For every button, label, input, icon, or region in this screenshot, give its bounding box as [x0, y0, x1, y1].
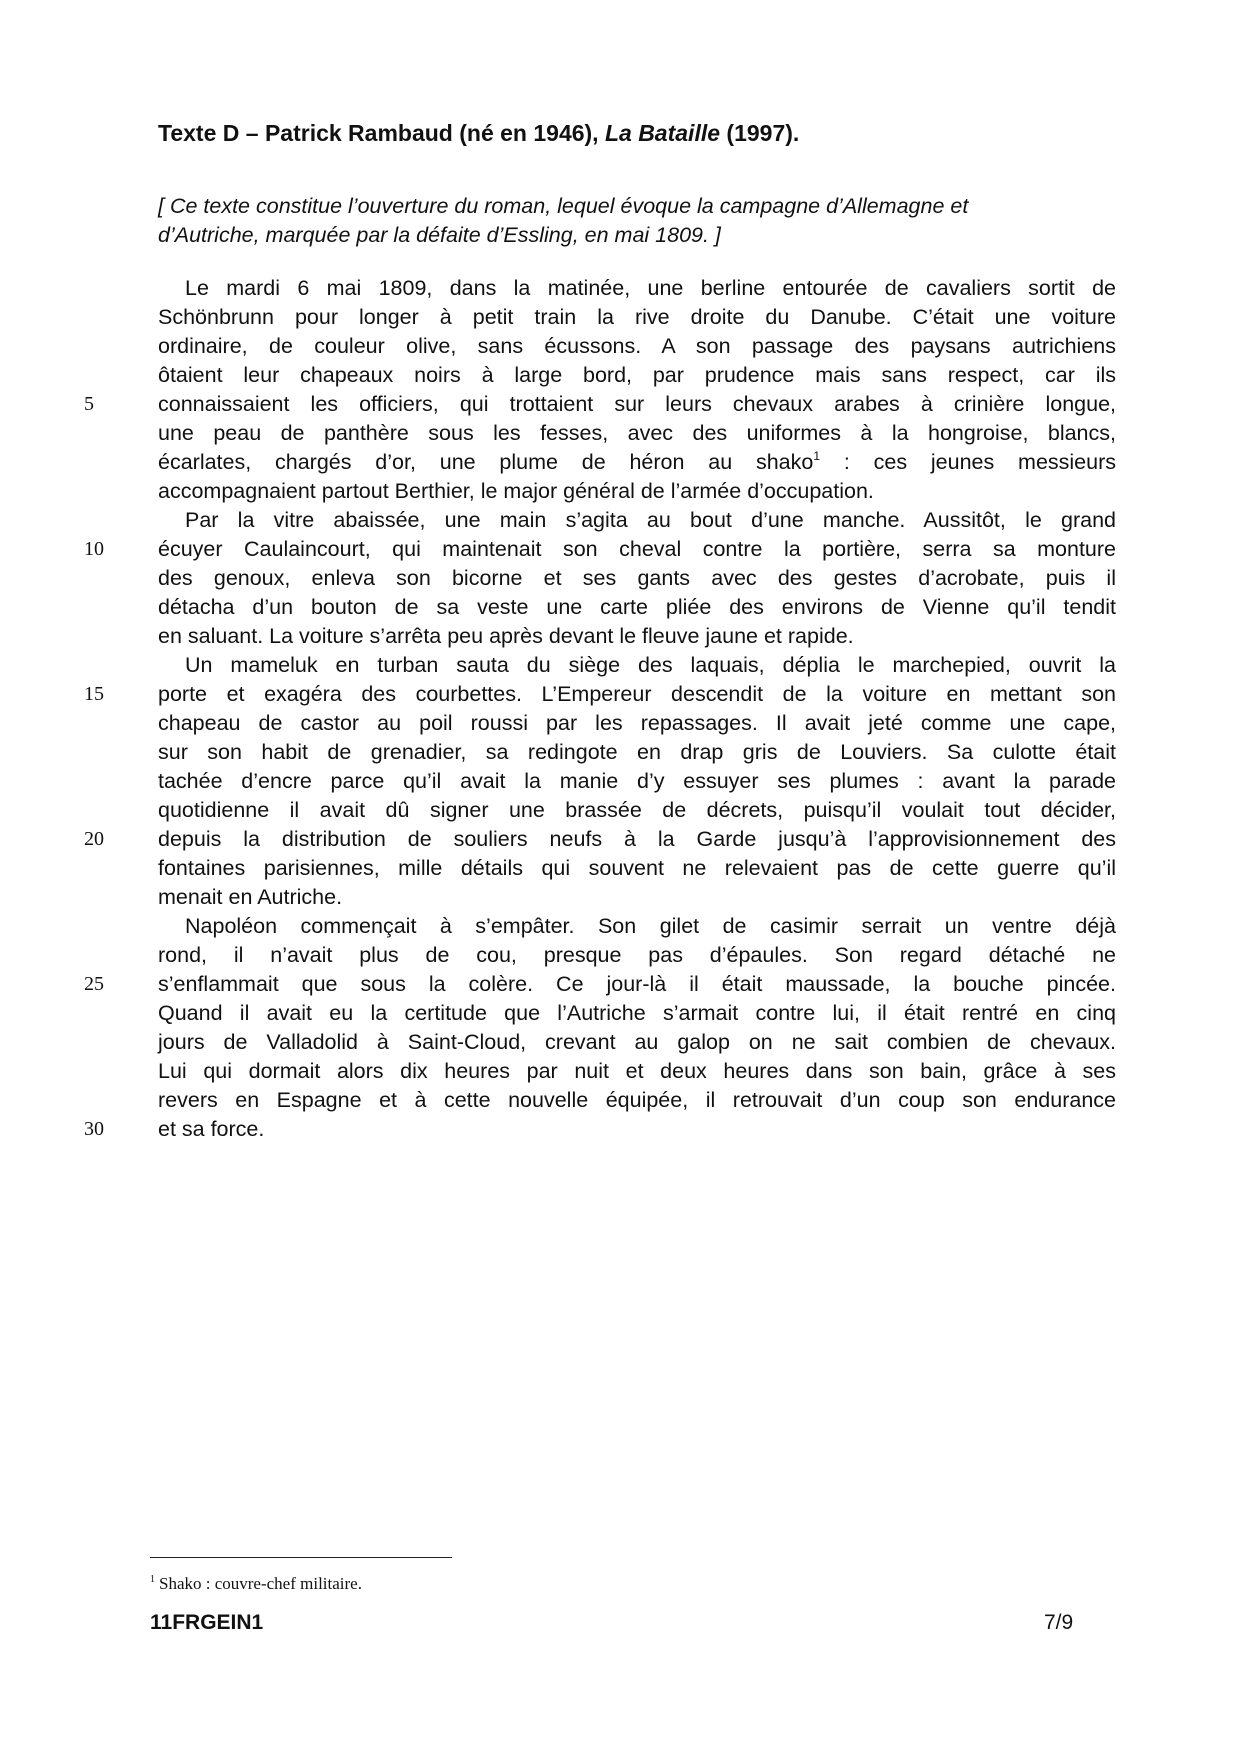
- line-content: [158, 477, 1116, 506]
- page-number: 7/9: [1044, 1611, 1074, 1634]
- document-title: [158, 120, 799, 147]
- line-text: Napoléon commençait à s’empâter. Son gilet de casimir serrait un ventre déjà: [185, 914, 1116, 938]
- text-line: [0, 332, 1240, 361]
- line-content: [158, 593, 1116, 622]
- title-year: (1997).: [720, 120, 800, 146]
- footnote-text: Shako : couvre-chef militaire.: [159, 1574, 362, 1593]
- line-text: connaissaient les officiers, qui trottaient sur leurs chevaux arabes à crinière longue,: [158, 392, 1116, 416]
- line-content: [158, 825, 1116, 854]
- line-text: Quand il avait eu la certitude que l’Autriche s’armait contre lui, il était rentré en cinq: [158, 1001, 1116, 1025]
- text-line: [0, 883, 1240, 912]
- line-text: s’enflammait que sous la colère. Ce jour-là il était maussade, la bouche pincée.: [158, 972, 1116, 996]
- line-content: [158, 564, 1116, 593]
- line-text: écuyer Caulaincourt, qui maintenait son cheval contre la portière, serra sa monture: [158, 537, 1116, 561]
- text-line: [0, 941, 1240, 970]
- line-text: en saluant. La voiture s’arrêta peu après devant le fleuve jaune et rapide.: [158, 624, 854, 648]
- line-content: [158, 535, 1116, 564]
- line-text: chapeau de castor au poil roussi par les repassages. Il avait jeté comme une cape,: [158, 711, 1116, 735]
- line-content: [158, 767, 1116, 796]
- line-content: [158, 1057, 1116, 1086]
- text-line: [0, 854, 1240, 883]
- line-number: 25: [84, 973, 104, 995]
- line-content: [158, 680, 1116, 709]
- footnote: [150, 1574, 362, 1594]
- line-content: [158, 1115, 1116, 1144]
- line-text: écarlates, chargés d’or, une plume de héron au shako: [158, 450, 814, 474]
- line-text: des genoux, enleva son bicorne et ses gants avec des gestes d’acrobate, puis il: [158, 566, 1116, 590]
- line-text-after: : ces jeunes messieurs: [820, 450, 1116, 474]
- text-line: [0, 419, 1240, 448]
- line-content: [158, 970, 1116, 999]
- line-text: revers en Espagne et à cette nouvelle équipée, il retrouvait d’un coup son endurance: [158, 1088, 1116, 1112]
- line-content: [158, 622, 1116, 651]
- line-text: Un mameluk en turban sauta du siège des laquais, déplia le marchepied, ouvrit la: [185, 653, 1116, 677]
- line-text: Lui qui dormait alors dix heures par nuit et deux heures dans son bain, grâce à ses: [158, 1059, 1116, 1083]
- intro-line: d’Autriche, marquée par la défaite d’Essling, en mai 1809. ]: [158, 223, 721, 247]
- text-line: [0, 448, 1240, 477]
- text-line: [0, 970, 1240, 999]
- line-text: porte et exagéra des courbettes. L’Empereur descendit de la voiture en mettant son: [158, 682, 1116, 706]
- text-line: [0, 709, 1240, 738]
- line-text: Par la vitre abaissée, une main s’agita au bout d’une manche. Aussitôt, le grand: [185, 508, 1116, 532]
- text-line: [0, 564, 1240, 593]
- line-text: rond, il n’avait plus de cou, presque pas d’épaules. Son regard détaché ne: [158, 943, 1116, 967]
- line-content: [158, 709, 1116, 738]
- line-text: détacha d’un bouton de sa veste une carte pliée des environs de Vienne qu’il tendit: [158, 595, 1116, 619]
- text-line: [0, 651, 1240, 680]
- line-text: Schönbrunn pour longer à petit train la rive droite du Danube. C’était une voiture: [158, 305, 1116, 329]
- line-text: jours de Valladolid à Saint-Cloud, crevant au galop on ne sait combien de chevaux.: [158, 1030, 1116, 1054]
- line-text: tachée d’encre parce qu’il avait la manie d’y essuyer ses plumes : avant la parade: [158, 769, 1116, 793]
- line-text: quotidienne il avait dû signer une brassée de décrets, puisqu’il voulait tout décider,: [158, 798, 1116, 822]
- line-content: [185, 651, 1116, 680]
- footnote-rule: [150, 1557, 452, 1558]
- line-content: [185, 506, 1116, 535]
- intro-note: [158, 192, 1116, 250]
- text-line: [0, 1115, 1240, 1144]
- text-line: [0, 1057, 1240, 1086]
- line-text: sur son habit de grenadier, sa redingote en drap gris de Louviers. Sa culotte était: [158, 740, 1116, 764]
- line-content: [158, 448, 1116, 477]
- line-text: et sa force.: [158, 1117, 265, 1141]
- line-content: [158, 303, 1116, 332]
- line-text: Le mardi 6 mai 1809, dans la matinée, une berline entourée de cavaliers sortit de: [185, 276, 1116, 300]
- text-line: [0, 477, 1240, 506]
- text-line: [0, 825, 1240, 854]
- line-content: [158, 941, 1116, 970]
- text-line: [0, 680, 1240, 709]
- text-line: [0, 303, 1240, 332]
- line-content: [158, 796, 1116, 825]
- text-line: [0, 1086, 1240, 1115]
- line-content: [185, 912, 1116, 941]
- footnote-marker: 1: [150, 1574, 155, 1585]
- line-content: [158, 419, 1116, 448]
- text-line: [0, 506, 1240, 535]
- line-content: [185, 274, 1116, 303]
- text-line: [0, 912, 1240, 941]
- text-line: [0, 535, 1240, 564]
- footnote-ref: 1: [813, 449, 821, 463]
- line-text: ordinaire, de couleur olive, sans écussons. A son passage des paysans autrichiens: [158, 334, 1116, 358]
- title-work: La Bataille: [604, 120, 721, 146]
- line-content: [158, 999, 1116, 1028]
- line-number: 5: [84, 393, 94, 415]
- text-line: [0, 390, 1240, 419]
- line-content: [158, 883, 1116, 912]
- line-text: une peau de panthère sous les fesses, avec des uniformes à la hongroise, blancs,: [158, 421, 1116, 445]
- text-line: [0, 999, 1240, 1028]
- text-line: [0, 622, 1240, 651]
- line-number: 20: [84, 828, 104, 850]
- line-text: accompagnaient partout Berthier, le major général de l’armée d’occupation.: [158, 479, 874, 503]
- line-content: [158, 390, 1116, 419]
- line-text: menait en Autriche.: [158, 885, 343, 909]
- line-number: 10: [84, 538, 104, 560]
- text-line: [0, 796, 1240, 825]
- text-line: [0, 767, 1240, 796]
- text-line: [0, 738, 1240, 767]
- line-content: [158, 1028, 1116, 1057]
- passage-text: [0, 274, 1240, 1144]
- line-content: [158, 361, 1116, 390]
- intro-line: [ Ce texte constitue l’ouverture du roman, lequel évoque la campagne d’Allemagne et: [158, 194, 969, 218]
- line-number: 15: [84, 683, 104, 705]
- line-text: fontaines parisiennes, mille détails qui souvent ne relevaient pas de cette guerre qu’il: [158, 856, 1116, 880]
- text-line: [0, 1028, 1240, 1057]
- text-line: [0, 361, 1240, 390]
- line-content: [158, 738, 1116, 767]
- line-text: depuis la distribution de souliers neufs à la Garde jusqu’à l’approvisionnement des: [158, 827, 1116, 851]
- title-author: Texte D – Patrick Rambaud (né en 1946),: [158, 120, 605, 146]
- text-line: [0, 274, 1240, 303]
- line-text: ôtaient leur chapeaux noirs à large bord, par prudence mais sans respect, car ils: [158, 363, 1116, 387]
- text-line: [0, 593, 1240, 622]
- line-content: [158, 854, 1116, 883]
- line-content: [158, 1086, 1116, 1115]
- line-number: 30: [84, 1118, 104, 1140]
- exam-code: 11FRGEIN1: [150, 1611, 264, 1634]
- line-content: [158, 332, 1116, 361]
